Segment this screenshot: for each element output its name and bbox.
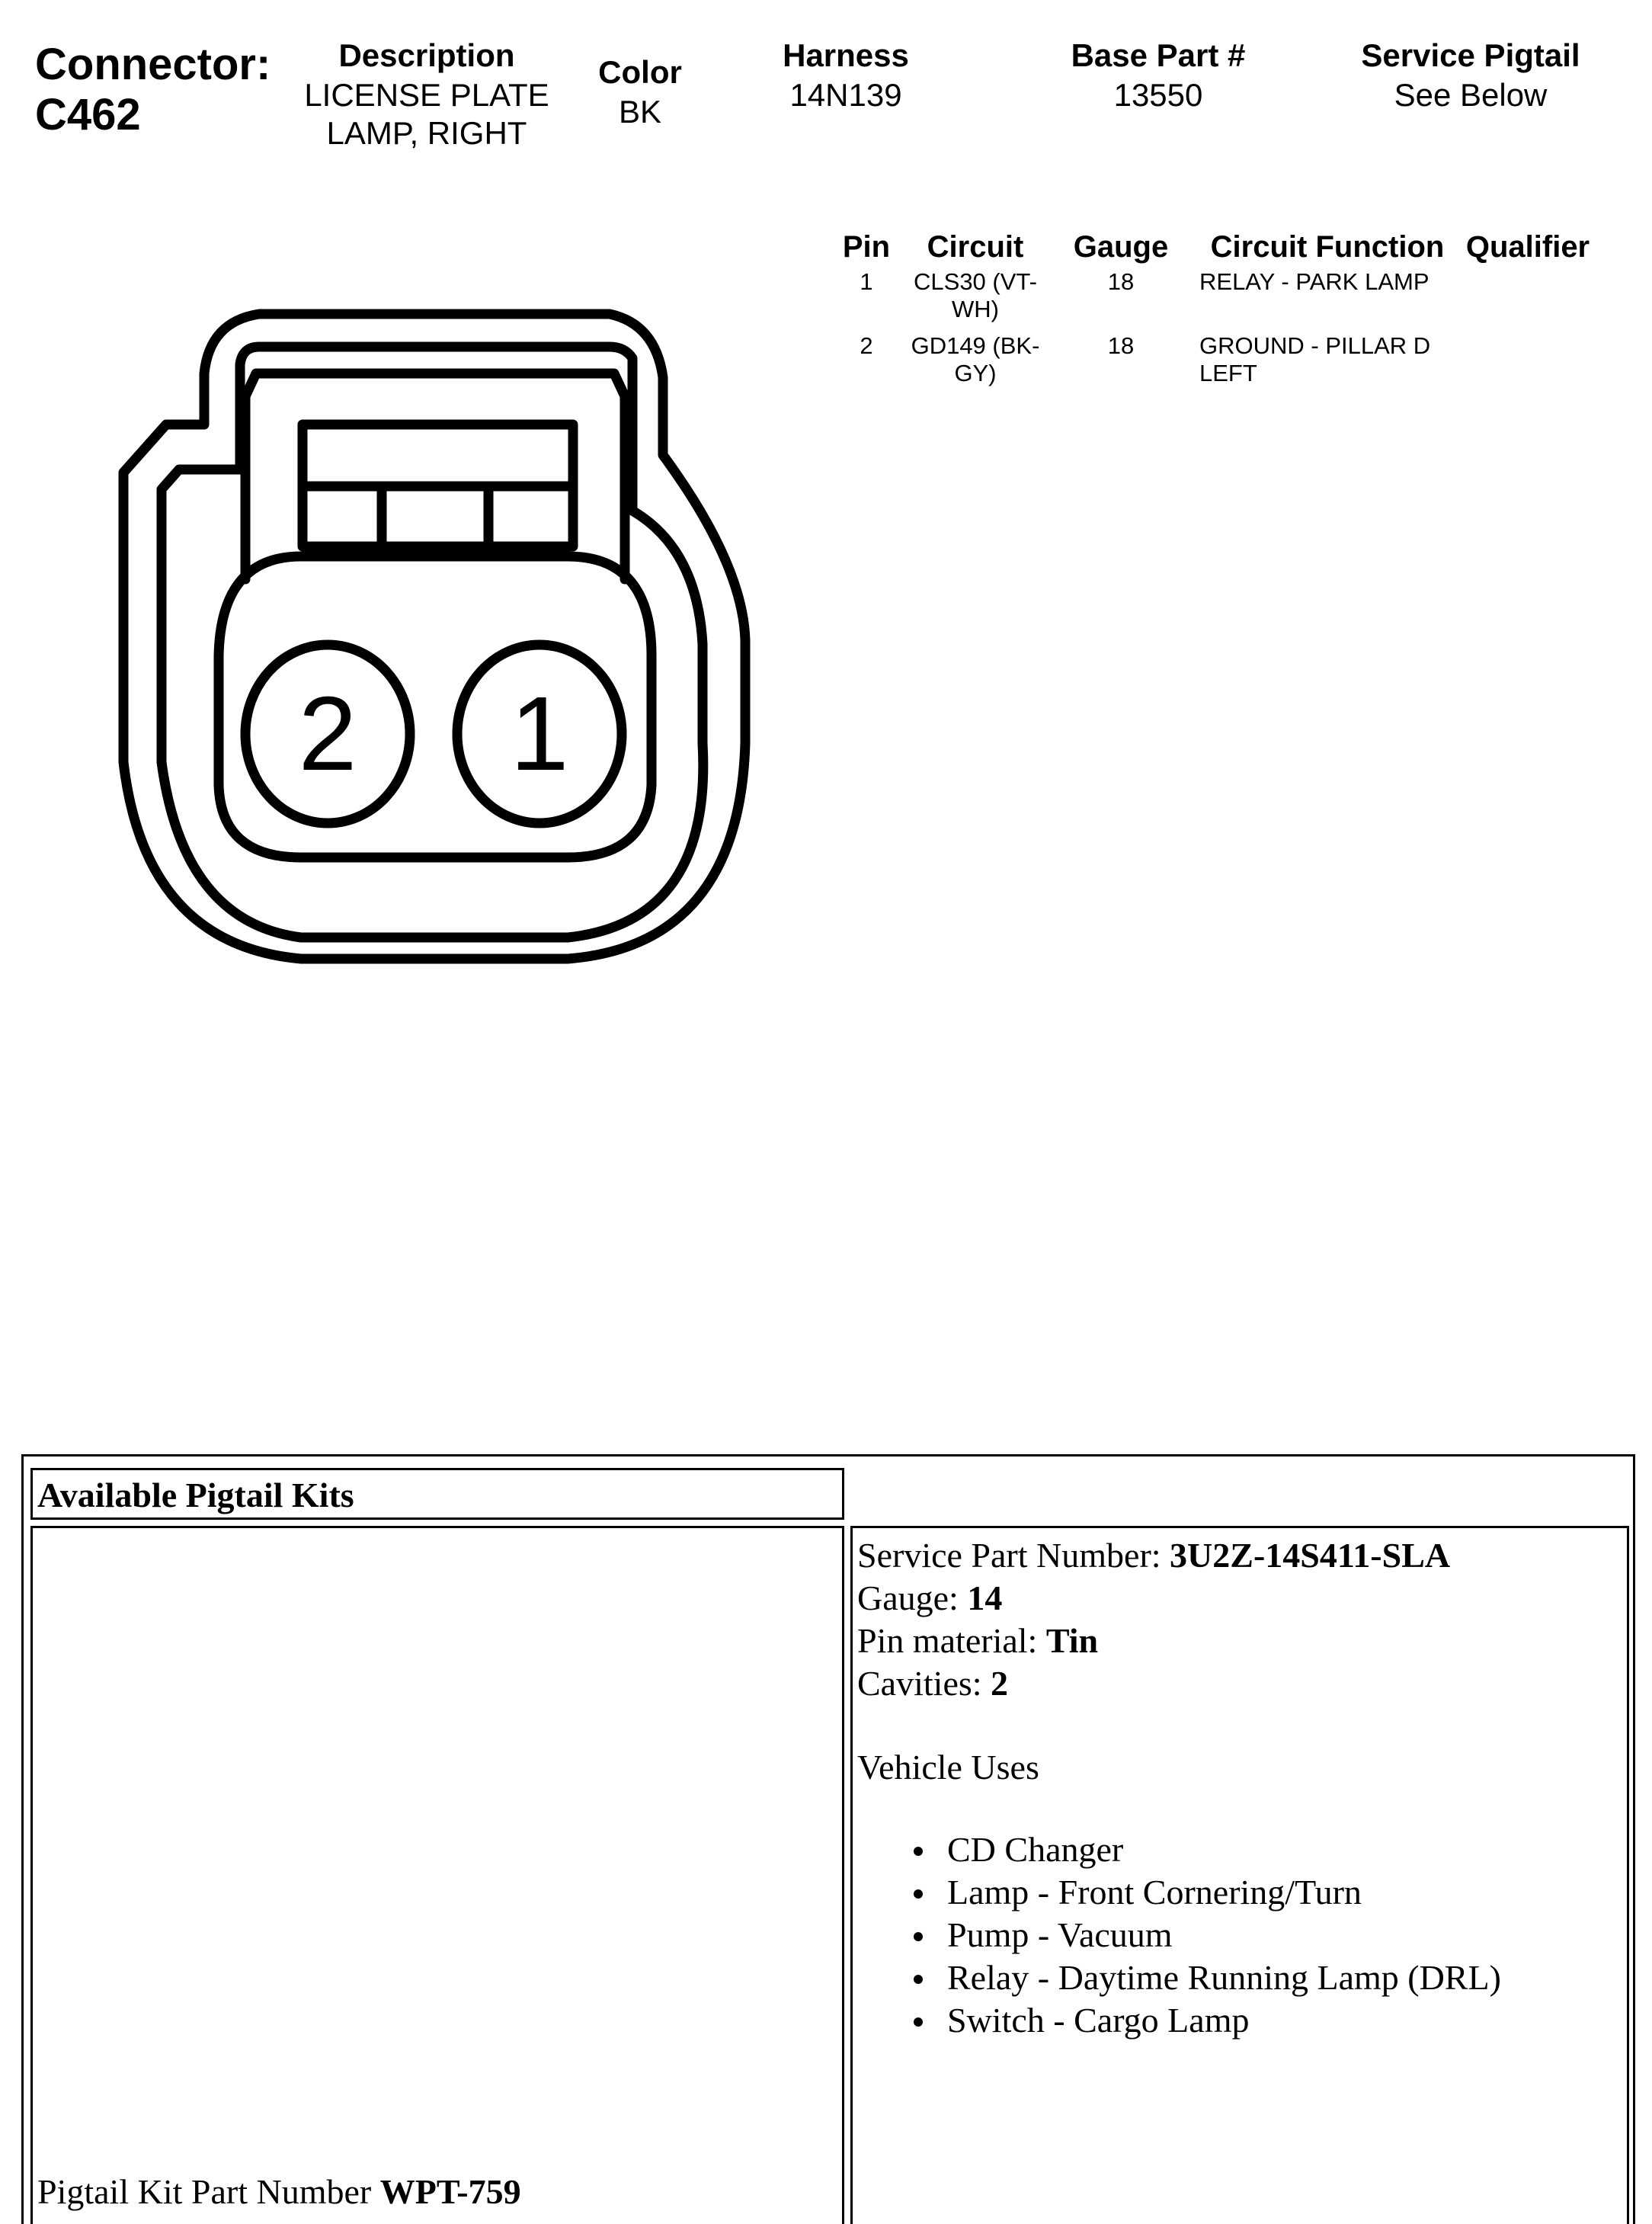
pin-material-value: Tin <box>1045 1621 1099 1660</box>
list-item: Relay - Daytime Running Lamp (DRL) <box>914 1956 1627 1999</box>
kit-number-value: WPT-759 <box>379 2172 521 2211</box>
service-pigtail-value: See Below <box>1394 77 1548 113</box>
pin-material-line <box>857 1620 1627 1662</box>
service-part-number-line <box>857 1534 1627 1577</box>
vehicle-uses-list <box>853 1828 1627 2042</box>
gauge-value: 14 <box>967 1578 1003 1617</box>
connector-face-diagram <box>0 0 762 991</box>
pigtail-kit-image-cell <box>30 1526 844 2224</box>
circuit-cell <box>901 268 1050 332</box>
circuit-cell <box>901 332 1050 396</box>
description-line-2: LAMP, RIGHT <box>326 115 527 151</box>
description-label: Description <box>338 37 515 73</box>
circuit-line-1: CLS30 (VT- <box>914 268 1037 295</box>
gauge-line <box>857 1577 1627 1620</box>
table-row <box>832 268 1593 332</box>
base-part-value: 13550 <box>1113 77 1203 113</box>
service-part-value: 3U2Z-14S411-SLA <box>1170 1536 1451 1575</box>
pin-table <box>832 226 1593 396</box>
pigtail-kit-details-cell <box>850 1526 1629 2224</box>
qualifier-header: Qualifier <box>1465 230 1590 264</box>
color-value: BK <box>618 94 662 130</box>
service-part-label: Service Part Number: <box>857 1536 1170 1575</box>
service-pigtail-column <box>1326 35 1615 114</box>
circuit-function-header: Circuit Function <box>1210 230 1445 264</box>
gauge-label: Gauge: <box>857 1578 968 1617</box>
pin-header: Pin <box>842 230 891 264</box>
connector-label: Connector: <box>35 40 271 89</box>
cavity-2-label: 2 <box>298 675 357 793</box>
base-part-label: Base Part # <box>1071 37 1246 73</box>
circuit-header: Circuit <box>927 230 1024 264</box>
function-line-1: GROUND - PILLAR D <box>1199 332 1431 359</box>
base-part-column <box>1044 35 1273 114</box>
pin-cell: 2 <box>860 332 873 359</box>
list-item: CD Changer <box>914 1828 1627 1871</box>
function-line-1: RELAY - PARK LAMP <box>1199 268 1429 295</box>
harness-column <box>732 35 960 114</box>
harness-value: 14N139 <box>789 77 902 113</box>
list-item: Switch - Cargo Lamp <box>914 1999 1627 2042</box>
connector-id: C462 <box>35 90 141 139</box>
table-row <box>832 332 1593 396</box>
pin-material-label: Pin material: <box>857 1621 1046 1660</box>
pin-cell: 1 <box>860 268 873 295</box>
circuit-line-2: WH) <box>952 296 999 322</box>
list-item: Pump - Vacuum <box>914 1914 1627 1956</box>
list-item: Lamp - Front Cornering/Turn <box>914 1871 1627 1914</box>
color-label: Color <box>598 54 682 90</box>
pin-table-header <box>832 226 1593 268</box>
function-line-2: LEFT <box>1199 360 1257 386</box>
qualifier-cell <box>1463 332 1593 396</box>
circuit-line-1: GD149 (BK- <box>911 332 1040 359</box>
qualifier-cell <box>1463 268 1593 332</box>
vehicle-uses-title: Vehicle Uses <box>857 1748 1039 1787</box>
pigtail-kits-header: Available Pigtail Kits <box>37 1476 354 1514</box>
cavity-1-label: 1 <box>510 675 569 793</box>
gauge-cell: 18 <box>1107 332 1135 359</box>
gauge-header: Gauge <box>1073 230 1169 264</box>
circuit-function-cell <box>1192 268 1463 332</box>
description-line-1: LICENSE PLATE <box>304 77 549 113</box>
kit-number-label: Pigtail Kit Part Number <box>37 2172 380 2211</box>
circuit-line-2: GY) <box>954 360 997 386</box>
circuit-function-cell <box>1192 332 1463 396</box>
cavities-line <box>857 1662 1627 1705</box>
pigtail-kits-header-cell <box>30 1468 844 1520</box>
cavities-label: Cavities: <box>857 1664 991 1703</box>
service-pigtail-label: Service Pigtail <box>1361 37 1580 73</box>
harness-label: Harness <box>783 37 909 73</box>
cavities-value: 2 <box>991 1664 1009 1703</box>
pigtail-kit-part-number <box>37 2172 521 2212</box>
gauge-cell: 18 <box>1107 268 1135 295</box>
